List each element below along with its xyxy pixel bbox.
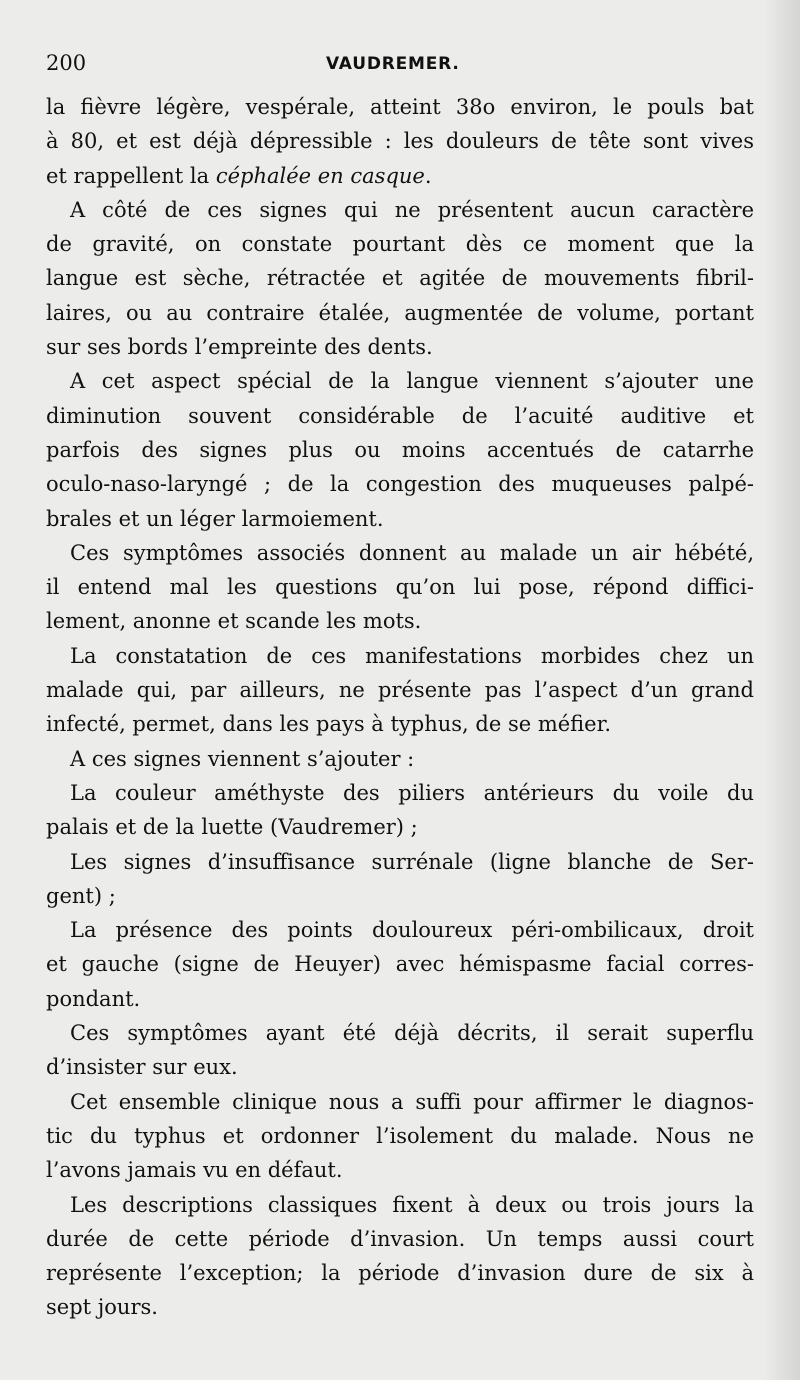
text-line: et gauche (signe de Heuyer) avec hémispasme facial corres-: [46, 952, 754, 977]
text-line: palais et de la luette (Vaudremer) ;: [46, 815, 418, 840]
text-line: parfois des signes plus ou moins accentués de catarrhe: [46, 437, 754, 462]
text-line: la fièvre légère, vespérale, atteint 38o environ, le pouls bat: [46, 95, 754, 119]
text-line: oculo-naso-laryngé ; de la congestion des muqueuses palpé-: [46, 472, 754, 497]
paragraph-start-line: A côté de ces signes qui ne présentent aucun caractère: [70, 197, 754, 222]
text-line: à 80, et est déjà dépressible : les douleurs de tête sont vives: [46, 129, 754, 154]
running-head: VAUDREMER.: [326, 54, 460, 74]
page-number: 200: [46, 51, 87, 75]
text-segment: et rappellent la: [46, 163, 216, 188]
paragraph-start-line: La constatation de ces manifestations morbides chez un: [70, 643, 754, 668]
text-line: diminution souvent considérable de l’acuité auditive et: [46, 403, 754, 428]
text-line: pondant.: [46, 986, 141, 1011]
text-line: sur ses bords l’empreinte des dents.: [46, 335, 433, 360]
text-line: représente l’exception; la période d’invasion dure de six à: [46, 1261, 754, 1286]
text-segment: .: [424, 163, 432, 188]
paragraph-start-line: Les descriptions classiques fixent à deux ou trois jours la: [70, 1192, 754, 1217]
text-line: laires, ou au contraire étalée, augmentée de volume, portant: [46, 300, 754, 325]
text-line: sept jours.: [46, 1295, 158, 1320]
text-line: tic du typhus et ordonner l’isolement du malade. Nous ne: [46, 1123, 754, 1148]
text-line: de gravité, on constate pourtant dès ce moment que la: [46, 232, 754, 257]
text-line: brales et un léger larmoiement.: [46, 506, 384, 531]
text-line: il entend mal les questions qu’on lui pose, répond diffici-: [46, 575, 754, 600]
text-line: l’avons jamais vu en défaut.: [46, 1158, 343, 1183]
text-line: d’insister sur eux.: [46, 1055, 238, 1080]
paragraph-start-line: A cet aspect spécial de la langue viennent s’ajouter une: [70, 369, 754, 394]
paragraph-start-line: La couleur améthyste des piliers antérieurs du voile du: [70, 780, 754, 805]
paragraph-start-line: Ces symptômes associés donnent au malade un air hébété,: [70, 540, 754, 565]
text-line: malade qui, par ailleurs, ne présente pas l’aspect d’un grand: [46, 678, 754, 703]
italic-term: céphalée en casque: [215, 163, 425, 188]
paragraph-start-line: Les signes d’insuffisance surrénale (ligne blanche de Ser-: [70, 849, 754, 874]
text-line: durée de cette période d’invasion. Un temps aussi court: [46, 1226, 754, 1251]
body-text: [46, 90, 754, 1325]
page-header: [46, 48, 754, 82]
text-line: gent) ;: [46, 883, 116, 908]
text-line: langue est sèche, rétractée et agitée de mouvements fibril-: [46, 266, 754, 291]
paragraph-start-line: Ces symptômes ayant été déjà décrits, il serait superflu: [70, 1021, 754, 1046]
text-line: [46, 159, 754, 193]
paragraph-start-line: La présence des points douloureux péri-ombilicaux, droit: [70, 918, 754, 943]
paragraph-start-line: Cet ensemble clinique nous a suffi pour affirmer le diagnos-: [70, 1089, 754, 1114]
text-line: infecté, permet, dans les pays à typhus, de se méfier.: [46, 712, 612, 737]
text-line: lement, anonne et scande les mots.: [46, 609, 422, 634]
paragraph-start-line: A ces signes viennent s’ajouter :: [70, 746, 415, 771]
